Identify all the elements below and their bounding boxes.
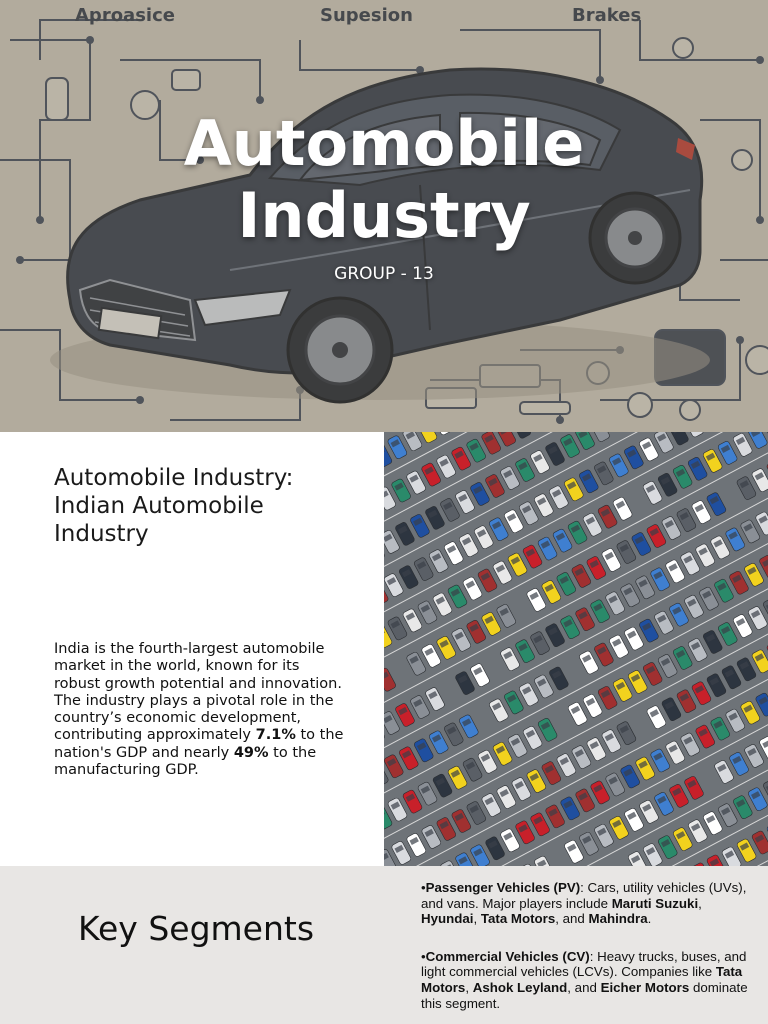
company-name: Ashok Leyland — [472, 979, 568, 995]
segment-text: , and — [567, 979, 601, 995]
diagram-label-2: Supesion — [320, 5, 413, 26]
overview-heading-line-1: Automobile Industry: — [54, 465, 294, 491]
company-name: Eicher Motors — [600, 979, 690, 995]
overview-slide — [0, 432, 768, 866]
segment-text: , — [473, 911, 481, 927]
segment-term: Commercial Vehicles (CV) — [425, 948, 590, 964]
overview-heading-line-3: Industry — [54, 521, 149, 547]
segments-list — [421, 880, 751, 1024]
overview-heading — [54, 464, 364, 548]
slide-title — [0, 108, 768, 252]
parked-cars — [384, 432, 768, 866]
bullet-marker: • — [421, 880, 426, 895]
bullet-marker: • — [421, 948, 426, 964]
segment-text: . — [647, 911, 652, 927]
segment-text: : Cars, utility vehicles (UVs), and vans. Major players include — [421, 880, 747, 911]
segments-slide — [0, 866, 768, 1024]
segment-term: Passenger Vehicles (PV) — [425, 880, 581, 895]
title-line-1: Automobile — [183, 107, 585, 180]
segment-bullet-pv — [421, 880, 751, 927]
parking-lot-photo — [384, 432, 768, 866]
overview-heading-line-2: Indian Automobile — [54, 493, 264, 519]
body-text-3: to the manufacturing GDP. — [54, 744, 317, 779]
segment-text: , — [465, 979, 473, 995]
overview-body — [54, 641, 344, 779]
company-name: Mahindra — [588, 911, 648, 927]
company-name: Hyundai — [421, 911, 474, 927]
body-text-2: to the nation's GDP and nearly — [54, 727, 344, 761]
segment-text: : Heavy trucks, buses, and light commercial vehicles (LCVs). Companies like — [421, 948, 747, 980]
parking-lot-image — [384, 432, 768, 866]
manufacturing-share: 49% — [233, 744, 269, 761]
diagram-label-1: Aproasice — [75, 5, 175, 26]
diagram-label-3: Brakes — [572, 5, 642, 26]
segments-heading: Key Segments — [78, 909, 315, 948]
gdp-share: 7.1% — [255, 727, 296, 744]
segment-bullet-cv — [421, 949, 751, 1011]
company-name: Tata Motors — [421, 964, 743, 995]
segment-text: , and — [555, 911, 589, 927]
segment-text: dominate this segment. — [421, 979, 748, 1011]
title-slide — [0, 0, 768, 432]
company-name: Tata Motors — [480, 911, 556, 927]
segment-text: , — [698, 895, 702, 911]
slide-subtitle: GROUP - 13 — [334, 264, 434, 284]
body-text-1: India is the fourth-largest automobile market in the world, known for its robust growth potential and innovation. The industry plays a pivotal role in the country’s economic development, contributing approximately — [54, 641, 342, 744]
title-line-2: Industry — [237, 179, 531, 252]
company-name: Maruti Suzuki — [611, 895, 699, 911]
